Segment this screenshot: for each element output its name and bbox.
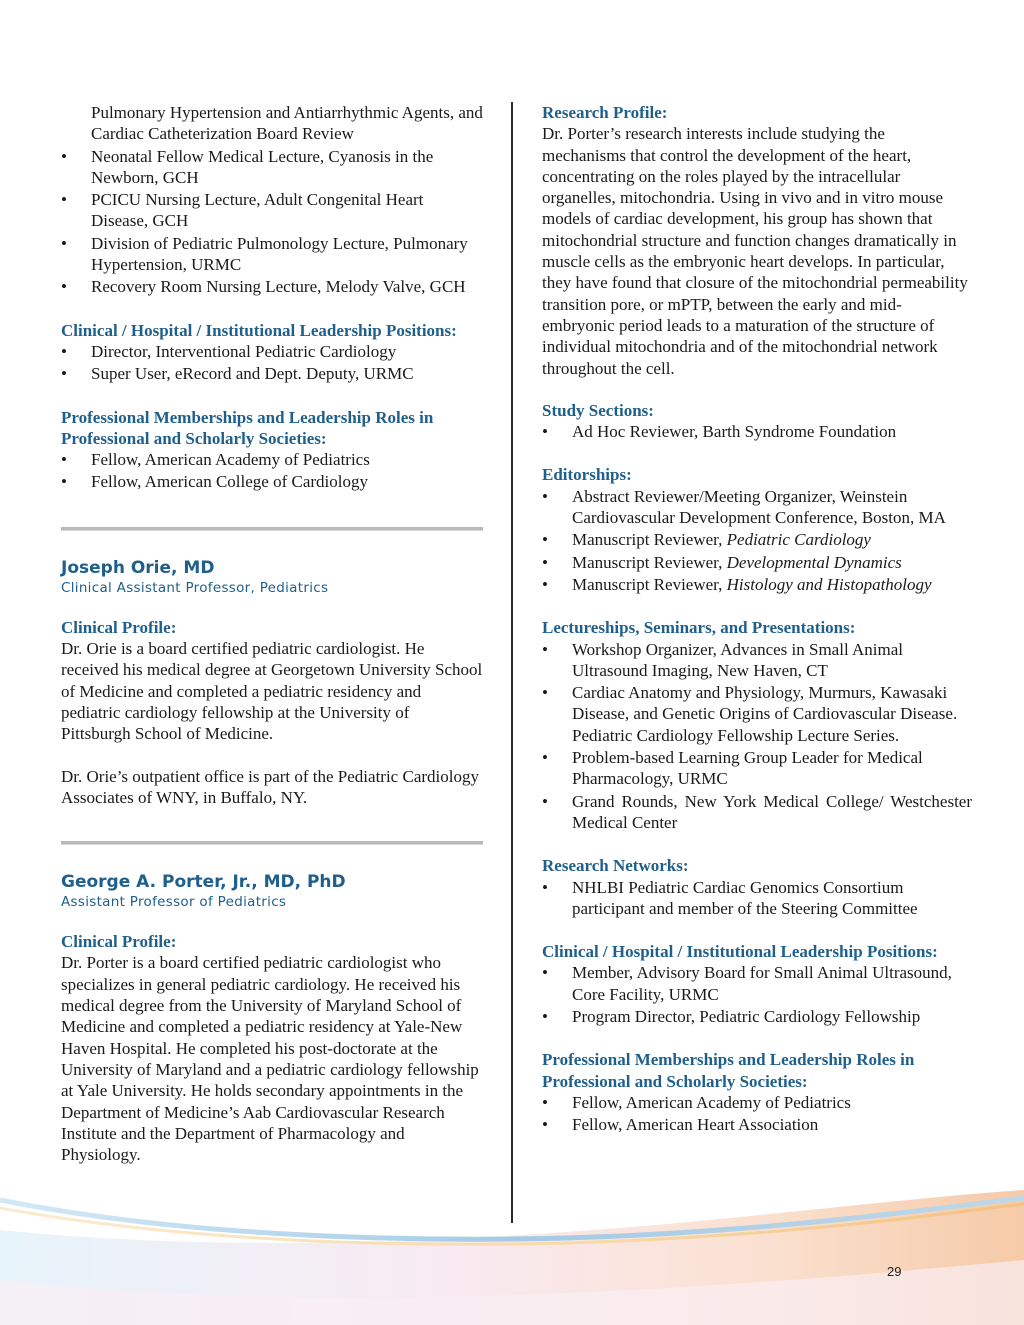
section-heading: Clinical Profile: xyxy=(61,617,177,637)
section-heading: Professional Memberships and Leadership Roles in Professional and Scholarly Societies: xyxy=(61,407,434,448)
list-item: • Director, Interventional Pediatric Cardiology xyxy=(61,341,483,362)
faculty-name: Joseph Orie, MD xyxy=(61,557,215,578)
list-item: • Neonatal Fellow Medical Lecture, Cyanosis in the Newborn, GCH xyxy=(61,146,483,189)
list-item: • Recovery Room Nursing Lecture, Melody Valve, GCH xyxy=(61,276,483,297)
leadership-list xyxy=(542,962,972,1027)
profile-text: Dr. Orie’s outpatient office is part of the Pediatric Cardiology Associates of WNY, in Buffalo, NY. xyxy=(61,766,479,807)
study-list xyxy=(542,421,972,442)
faculty-title: Clinical Assistant Professor, Pediatrics xyxy=(61,579,329,596)
right-column xyxy=(542,102,972,1136)
list-item: • Super User, eRecord and Dept. Deputy, URMC xyxy=(61,363,483,384)
section-heading: Research Profile: xyxy=(542,103,668,122)
list-item: • Problem-based Learning Group Leader for Medical Pharmacology, URMC xyxy=(542,747,972,790)
journal-title: Pediatric Cardiology xyxy=(726,530,871,550)
section-heading: Editorships: xyxy=(542,465,632,485)
leadership-list xyxy=(61,341,483,385)
list-item: • Grand Rounds, New York Medical College/ Westchester Medical Center xyxy=(542,791,972,834)
journal-title: Developmental Dynamics xyxy=(726,552,902,572)
lectures-list xyxy=(542,639,972,834)
section-heading: Clinical / Hospital / Institutional Leadership Positions: xyxy=(61,320,457,340)
continued-lecture-list xyxy=(61,102,483,145)
faculty-title: Assistant Professor of Pediatrics xyxy=(61,894,287,911)
section-heading: Clinical / Hospital / Institutional Leadership Positions: xyxy=(542,942,938,962)
section-heading: Professional Memberships and Leadership Roles in Professional and Scholarly Societies: xyxy=(542,1050,915,1091)
profile-text: Dr. Orie is a board certified pediatric cardiologist. He received his medical degree at Georgetown University School of Medicine and completed a pediatric residency and pediatric cardiology fellowship at the University of Pittsburgh School of Medicine. xyxy=(61,639,483,744)
list-item: • Fellow, American Academy of Pediatrics xyxy=(542,1092,972,1113)
left-column xyxy=(61,102,483,1165)
list-item: • Member, Advisory Board for Small Animal Ultrasound, Core Facility, URMC xyxy=(542,962,972,1005)
list-item: Pulmonary Hypertension and Antiarrhythmic Agents, and Cardiac Catheterization Board Review xyxy=(91,103,483,144)
profile-text: Dr. Porter is a board certified pediatric cardiologist who specializes in general pediatric cardiology. He received his medical degree from the University of Maryland School of Medicine and completed a pediatric residency at Yale-New Haven Hospital. He completed his post-doctorate at the University of Maryland and a pediatric cardiology fellowship at Yale University. He holds secondary appointments in the Department of Medicine’s Aab Cardiovascular Research Institute and the Department of Pharmacology and Physiology. xyxy=(61,953,479,1165)
list-item: • Fellow, American Heart Association xyxy=(542,1114,972,1135)
journal-title: Histology and Histopathology xyxy=(726,574,932,594)
list-item: • Abstract Reviewer/Meeting Organizer, Weinstein Cardiovascular Development Conference, Boston, MA xyxy=(542,486,972,529)
list-item: • Program Director, Pediatric Cardiology Fellowship xyxy=(542,1006,972,1027)
list-item xyxy=(542,574,972,595)
faculty-name: George A. Porter, Jr., MD, PhD xyxy=(61,872,346,893)
memberships-list xyxy=(61,449,483,493)
reviewer-role: Manuscript Reviewer, xyxy=(572,552,727,572)
list-item: • Fellow, American Academy of Pediatrics xyxy=(61,449,483,470)
research-text: Dr. Porter’s research interests include studying the mechanisms that control the development of the heart, concentrating on the roles played by the intracellular organelles, mitochondria. Using in vivo and in vitro mouse models of cardiac development, his group has shown that mitochondrial structure and function changes dramatically in muscle cells as the embryonic heart develops. In particular, they have found that closure of the mitochondrial permeability transition pore, or mPTP, between the early and mid-embryonic period leads to a maturation of the structure of individual mitochondria and of the mitochondrial network throughout the cell. xyxy=(542,124,968,378)
list-item: • Ad Hoc Reviewer, Barth Syndrome Foundation xyxy=(542,421,972,442)
section-heading: Research Networks: xyxy=(542,856,689,876)
section-heading: Study Sections: xyxy=(542,400,654,420)
reviewer-role: Manuscript Reviewer, xyxy=(572,574,727,594)
editorships-list xyxy=(542,486,972,595)
list-item: • Fellow, American College of Cardiology xyxy=(61,471,483,492)
networks-list xyxy=(542,877,972,920)
list-item xyxy=(542,529,972,550)
memberships-list xyxy=(542,1092,972,1136)
list-item: • Workshop Organizer, Advances in Small Animal Ultrasound Imaging, New Haven, CT xyxy=(542,639,972,682)
list-item: • NHLBI Pediatric Cardiac Genomics Consortium participant and member of the Steering Committee xyxy=(542,877,972,920)
page-number: 29 xyxy=(887,1264,902,1279)
list-item: • Cardiac Anatomy and Physiology, Murmurs, Kawasaki Disease, and Genetic Origins of Cardiovascular Disease. Pediatric Cardiology Fellowship Lecture Series. xyxy=(542,682,972,746)
reviewer-role: Manuscript Reviewer, xyxy=(572,530,727,550)
list-item: • PCICU Nursing Lecture, Adult Congenital Heart Disease, GCH xyxy=(61,189,483,232)
section-heading: Lectureships, Seminars, and Presentations: xyxy=(542,618,856,638)
lecture-list xyxy=(61,146,483,298)
list-item xyxy=(542,552,972,573)
column-divider xyxy=(511,102,513,1223)
list-item: • Division of Pediatric Pulmonology Lecture, Pulmonary Hypertension, URMC xyxy=(61,233,483,276)
section-heading: Clinical Profile: xyxy=(61,932,177,952)
